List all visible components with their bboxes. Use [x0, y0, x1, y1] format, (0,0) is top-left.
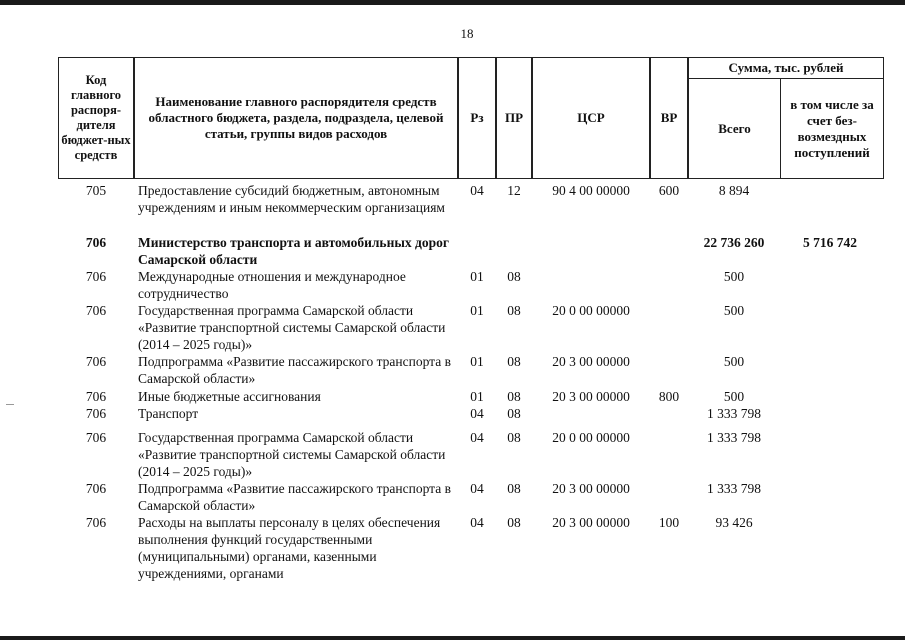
- cell-rz: 04: [470, 183, 484, 198]
- cell-kod: 705: [85, 183, 107, 198]
- cell-total: 500: [723, 303, 745, 318]
- cell-kod: 706: [85, 481, 107, 496]
- cell-kod: 706: [85, 269, 107, 284]
- header-name: Наименование главного распорядителя средств областного бюджета, раздела, подраздела, целевой статьи, группы видов расходов: [134, 57, 458, 179]
- cell-csr: 90 4 00 00000: [552, 183, 630, 198]
- scan-bottom-edge: [0, 636, 905, 640]
- cell-vr: 600: [658, 183, 680, 198]
- header-incl: в том числе за счет без-возмездных поступлений: [780, 78, 884, 179]
- header-sum: Сумма, тыс. рублей: [688, 57, 884, 79]
- cell-kod: 706: [85, 235, 107, 250]
- cell-pr: 08: [507, 430, 521, 445]
- header-total: Всего: [688, 78, 781, 179]
- cell-total: 500: [723, 354, 745, 369]
- cell-pr: 08: [507, 269, 521, 284]
- cell-name: Иные бюджетные ассигнования: [138, 389, 321, 404]
- cell-total: 500: [723, 269, 745, 284]
- scan-top-edge: [0, 0, 905, 5]
- cell-name: Государственная программа Самарской области «Развитие транспортной системы Самарской области (2014 – 2025 годы)»: [138, 303, 446, 352]
- cell-kod: 706: [85, 389, 107, 404]
- cell-csr: 20 3 00 00000: [552, 481, 630, 496]
- cell-rz: 04: [470, 515, 484, 530]
- cell-total: 1 333 798: [707, 406, 761, 421]
- cell-csr: 20 3 00 00000: [552, 354, 630, 369]
- cell-csr: 20 3 00 00000: [552, 515, 630, 530]
- cell-name: Предоставление субсидий бюджетным, автономным учреждениям и иным некоммерческим организациям: [138, 183, 445, 215]
- cell-pr: 08: [507, 303, 521, 318]
- cell-name: Подпрограмма «Развитие пассажирского транспорта в Самарской области»: [138, 354, 451, 386]
- cell-rz: 04: [470, 430, 484, 445]
- cell-pr: 08: [507, 354, 521, 369]
- margin-mark: [6, 404, 14, 405]
- cell-name: Транспорт: [138, 406, 199, 421]
- cell-rz: 04: [470, 406, 484, 421]
- cell-name: Подпрограмма «Развитие пассажирского транспорта в Самарской области»: [138, 481, 451, 513]
- cell-name: Международные отношения и международное сотрудничество: [138, 269, 406, 301]
- cell-kod: 706: [85, 354, 107, 369]
- cell-pr: 08: [507, 406, 521, 421]
- cell-kod: 706: [85, 406, 107, 421]
- cell-kod: 706: [85, 515, 107, 530]
- cell-csr: 20 3 00 00000: [552, 389, 630, 404]
- cell-rz: 01: [470, 354, 484, 369]
- cell-rz: 01: [470, 389, 484, 404]
- cell-vr: 100: [658, 515, 680, 530]
- cell-csr: 20 0 00 00000: [552, 303, 630, 318]
- cell-incl: 5 716 742: [803, 235, 857, 250]
- cell-total: 1 333 798: [707, 481, 761, 496]
- header-kod: Код главного распоря-дителя бюджет-ных средств: [58, 57, 134, 179]
- cell-name: Расходы на выплаты персоналу в целях обеспечения выполнения функций государственными (муниципальными) органами, казенными учреждениями, органами: [138, 515, 441, 581]
- cell-vr: 800: [658, 389, 680, 404]
- cell-pr: 12: [507, 183, 521, 198]
- cell-name: Государственная программа Самарской области «Развитие транспортной системы Самарской области (2014 – 2025 годы)»: [138, 430, 446, 479]
- cell-total: 500: [723, 389, 745, 404]
- cell-pr: 08: [507, 515, 521, 530]
- cell-rz: 04: [470, 481, 484, 496]
- cell-total: 93 426: [715, 515, 753, 530]
- cell-csr: 20 0 00 00000: [552, 430, 630, 445]
- cell-total: 22 736 260: [703, 235, 765, 250]
- header-pr: ПР: [496, 57, 532, 179]
- cell-pr: 08: [507, 481, 521, 496]
- cell-kod: 706: [85, 303, 107, 318]
- cell-rz: 01: [470, 269, 484, 284]
- cell-kod: 706: [85, 430, 107, 445]
- cell-rz: 01: [470, 303, 484, 318]
- cell-total: 1 333 798: [707, 430, 761, 445]
- header-vr: ВР: [650, 57, 688, 179]
- header-rz: Рз: [458, 57, 496, 179]
- cell-total: 8 894: [718, 183, 750, 198]
- cell-pr: 08: [507, 389, 521, 404]
- header-csr: ЦСР: [532, 57, 650, 179]
- page-number: 18: [460, 26, 474, 41]
- cell-name: Министерство транспорта и автомобильных дорог Самарской области: [138, 235, 449, 267]
